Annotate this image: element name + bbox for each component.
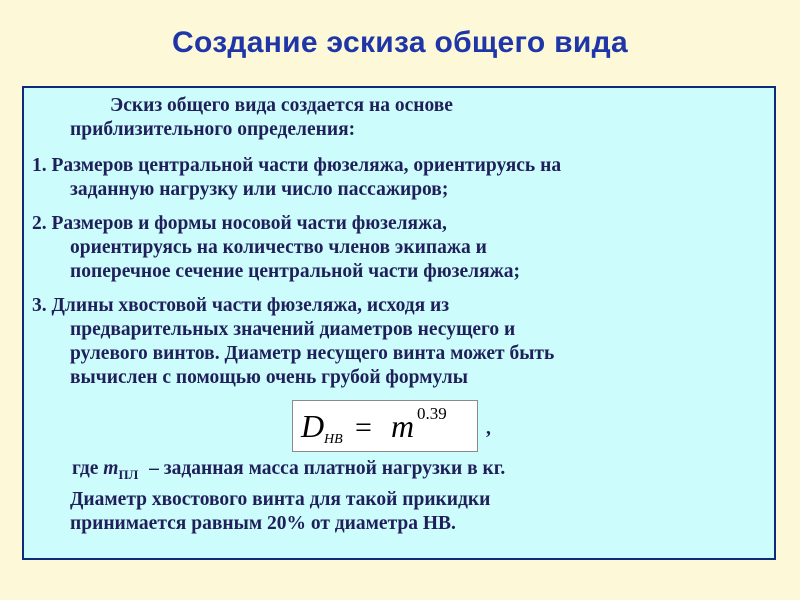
where-text: – заданная масса платной нагрузки в кг. xyxy=(149,458,506,479)
intro-paragraph xyxy=(32,94,453,142)
formula-rhs-base: m xyxy=(391,408,415,444)
where-line xyxy=(72,458,505,483)
where-variable xyxy=(103,458,139,482)
where-var-symbol: m xyxy=(103,458,119,479)
formula-lhs-subscript: НВ xyxy=(324,432,343,447)
tail-paragraph xyxy=(70,488,490,536)
list-item-3 xyxy=(32,294,554,390)
formula-rhs-exponent: 0.39 xyxy=(417,404,447,423)
list-item-3-line-1: 3. Длины хвостовой части фюзеляжа, исходя из xyxy=(32,295,450,316)
list-item-2-line-1: 2. Размеров и формы носовой части фюзеляжа, xyxy=(32,213,447,234)
tail-line-1: Диаметр хвостового винта для такой прикидки xyxy=(70,489,491,510)
list-item-2 xyxy=(32,212,520,284)
list-item-2-line-2: ориентируясь на количество членов экипажа и xyxy=(70,237,487,258)
list-item-1-line-1: 1. Размеров центральной части фюзеляжа, ориентируясь на xyxy=(32,155,562,176)
list-item-2-line-3: поперечное сечение центральной части фюзеляжа; xyxy=(70,261,521,282)
formula-equals: = xyxy=(355,411,372,444)
tail-line-2: принимается равным 20% от диаметра НВ. xyxy=(70,513,456,534)
where-var-subscript: ПЛ xyxy=(118,467,139,482)
content-panel xyxy=(22,86,776,560)
formula-box xyxy=(292,400,478,452)
list-item-3-line-3: рулевого винтов. Диаметр несущего винта может быть xyxy=(70,343,555,364)
intro-line-2: приблизительного определения: xyxy=(70,119,356,140)
formula-graphic xyxy=(293,401,477,451)
list-item-3-line-2: предварительных значений диаметров несущего и xyxy=(70,319,516,340)
list-item-1-line-2: заданную нагрузку или число пассажиров; xyxy=(70,179,449,200)
formula-lhs-symbol: D xyxy=(301,408,325,444)
slide-title: Создание эскиза общего вида xyxy=(172,26,628,59)
intro-line-1: Эскиз общего вида создается на основе xyxy=(110,95,453,116)
formula-comma: , xyxy=(486,418,491,439)
where-prefix: где xyxy=(72,458,99,479)
list-item-3-line-4: вычислен с помощью очень грубой формулы xyxy=(70,367,468,388)
list-item-1 xyxy=(32,154,561,202)
